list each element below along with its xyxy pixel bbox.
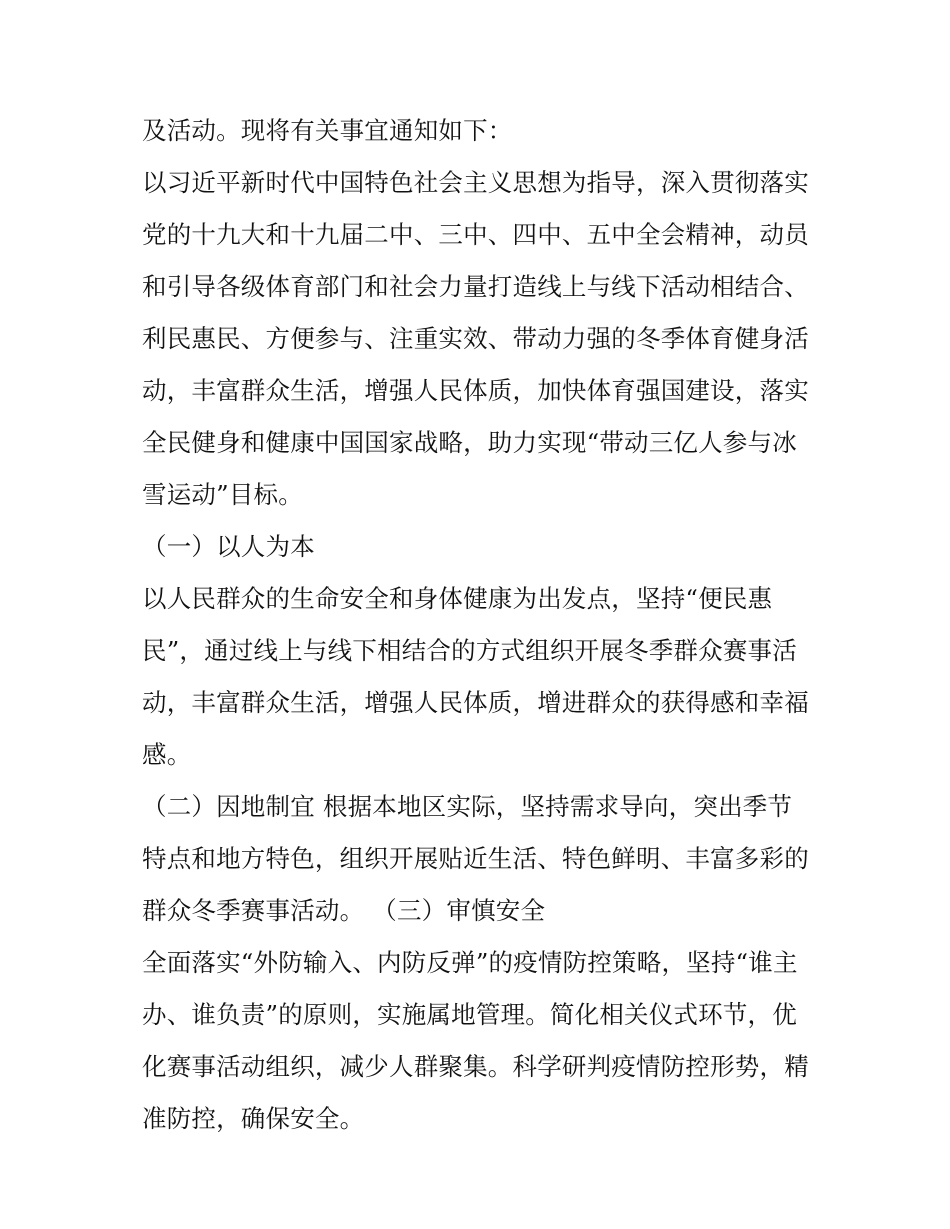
- text-line: 特点和地方特色，组织开展贴近生活、特色鲜明、丰富多彩的: [142, 844, 809, 873]
- text-line: 和引导各级体育部门和社会力量打造线上与线下活动相结合、: [142, 272, 809, 301]
- text-line: 化赛事活动组织，减少人群聚集。科学研判疫情防控形势，精: [142, 1052, 809, 1081]
- text-line: 以习近平新时代中国特色社会主义思想为指导，深入贯彻落实: [142, 168, 809, 197]
- text-line: 动，丰富群众生活，增强人民体质，加快体育强国建设，落实: [142, 376, 809, 405]
- text-line: 群众冬季赛事活动。 （三）审慎安全: [142, 896, 546, 925]
- text-line: 民”，通过线上与线下相结合的方式组织开展冬季群众赛事活: [142, 636, 797, 665]
- text-line: 全民健身和健康中国国家战略，助力实现“带动三亿人参与冰: [142, 428, 797, 457]
- text-line: 全面落实“外防输入、内防反弹”的疫情防控策略，坚持“谁主: [142, 948, 798, 977]
- text-line: 党的十九大和十九届二中、三中、四中、五中全会精神，动员: [142, 220, 809, 249]
- text-line: 动，丰富群众生活，增强人民体质，增进群众的获得感和幸福: [142, 688, 809, 717]
- section-heading: （一）以人为本: [142, 532, 315, 561]
- text-line: 雪运动”目标。: [142, 480, 303, 509]
- text-line: 利民惠民、方便参与、注重实效、带动力强的冬季体育健身活: [142, 324, 809, 353]
- text-line: （二）因地制宜 根据本地区实际，坚持需求导向，突出季节: [142, 792, 793, 821]
- text-line: 办、谁负责”的原则，实施属地管理。简化相关仪式环节，优: [142, 1000, 797, 1029]
- text-line: 及活动。现将有关事宜通知如下：: [142, 116, 513, 145]
- text-line: 准防控，确保安全。: [142, 1104, 365, 1133]
- text-line: 以人民群众的生命安全和身体健康为出发点，坚持“便民惠: [142, 584, 773, 613]
- text-line: 感。: [142, 740, 192, 769]
